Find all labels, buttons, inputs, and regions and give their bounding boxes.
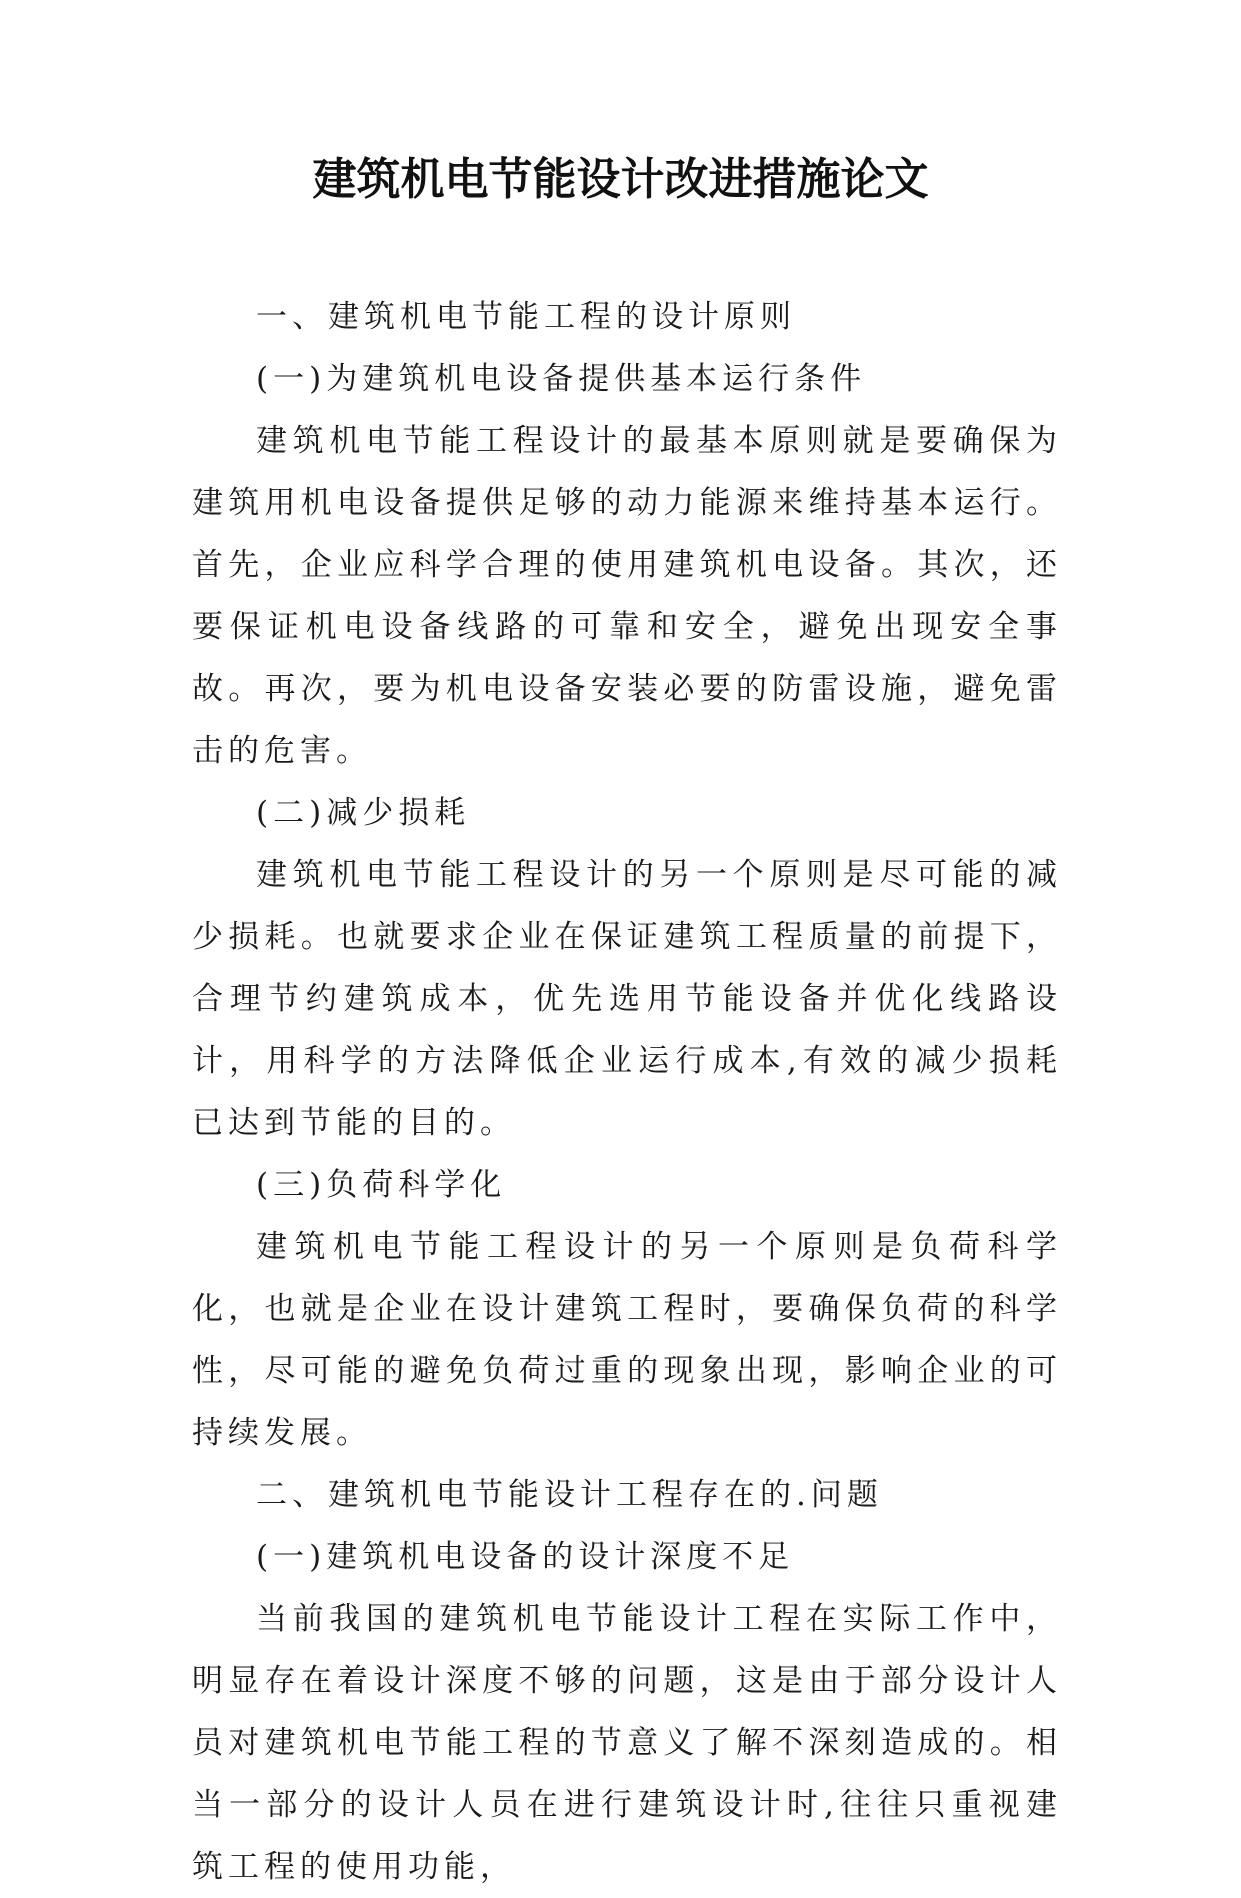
subsection-heading-1-1: (一)为建筑机电设备提供基本运行条件 — [256, 361, 867, 397]
subsection-heading-1-3: (三)负荷科学化 — [256, 1167, 507, 1203]
paragraph-3: 建筑机电节能工程设计的另一个原则是负荷科学化，也就是企业在设计建筑工程时，要确保负荷的科学性，尽可能的避免负荷过重的现象出现，影响企业的可持续发展。 — [192, 1229, 1062, 1451]
subsection-heading-1-2: (二)减少损耗 — [256, 795, 471, 831]
document-title: 建筑机电节能设计改进措施论文 — [312, 154, 929, 205]
paragraph-4: 当前我国的建筑机电节能设计工程在实际工作中，明显存在着设计深度不够的问题，这是由于部分设计人员对建筑机电节能工程的节意义了解不深刻造成的。相当一部分的设计人员在进行建筑设计时,往往只重视建筑工程的使用功能， — [192, 1601, 1062, 1885]
paragraph-2: 建筑机电节能工程设计的另一个原则是尽可能的减少损耗。也就要求企业在保证建筑工程质量的前提下，合理节约建筑成本，优先选用节能设备并优化线路设计，用科学的方法降低企业运行成本,有效的减少损耗已达到节能的目的。 — [192, 857, 1062, 1141]
document-body — [192, 286, 1062, 1898]
section-heading-2: 二、建筑机电节能设计工程存在的.问题 — [256, 1477, 883, 1513]
paragraph-1: 建筑机电节能工程设计的最基本原则就是要确保为建筑用机电设备提供足够的动力能源来维持基本运行。首先，企业应科学合理的使用建筑机电设备。其次，还要保证机电设备线路的可靠和安全，避免出现安全事故。再次，要为机电设备安装必要的防雷设施，避免雷击的危害。 — [192, 423, 1062, 769]
section-heading-1: 一、建筑机电节能工程的设计原则 — [256, 299, 796, 335]
subsection-heading-2-1: (一)建筑机电设备的设计深度不足 — [256, 1539, 795, 1575]
